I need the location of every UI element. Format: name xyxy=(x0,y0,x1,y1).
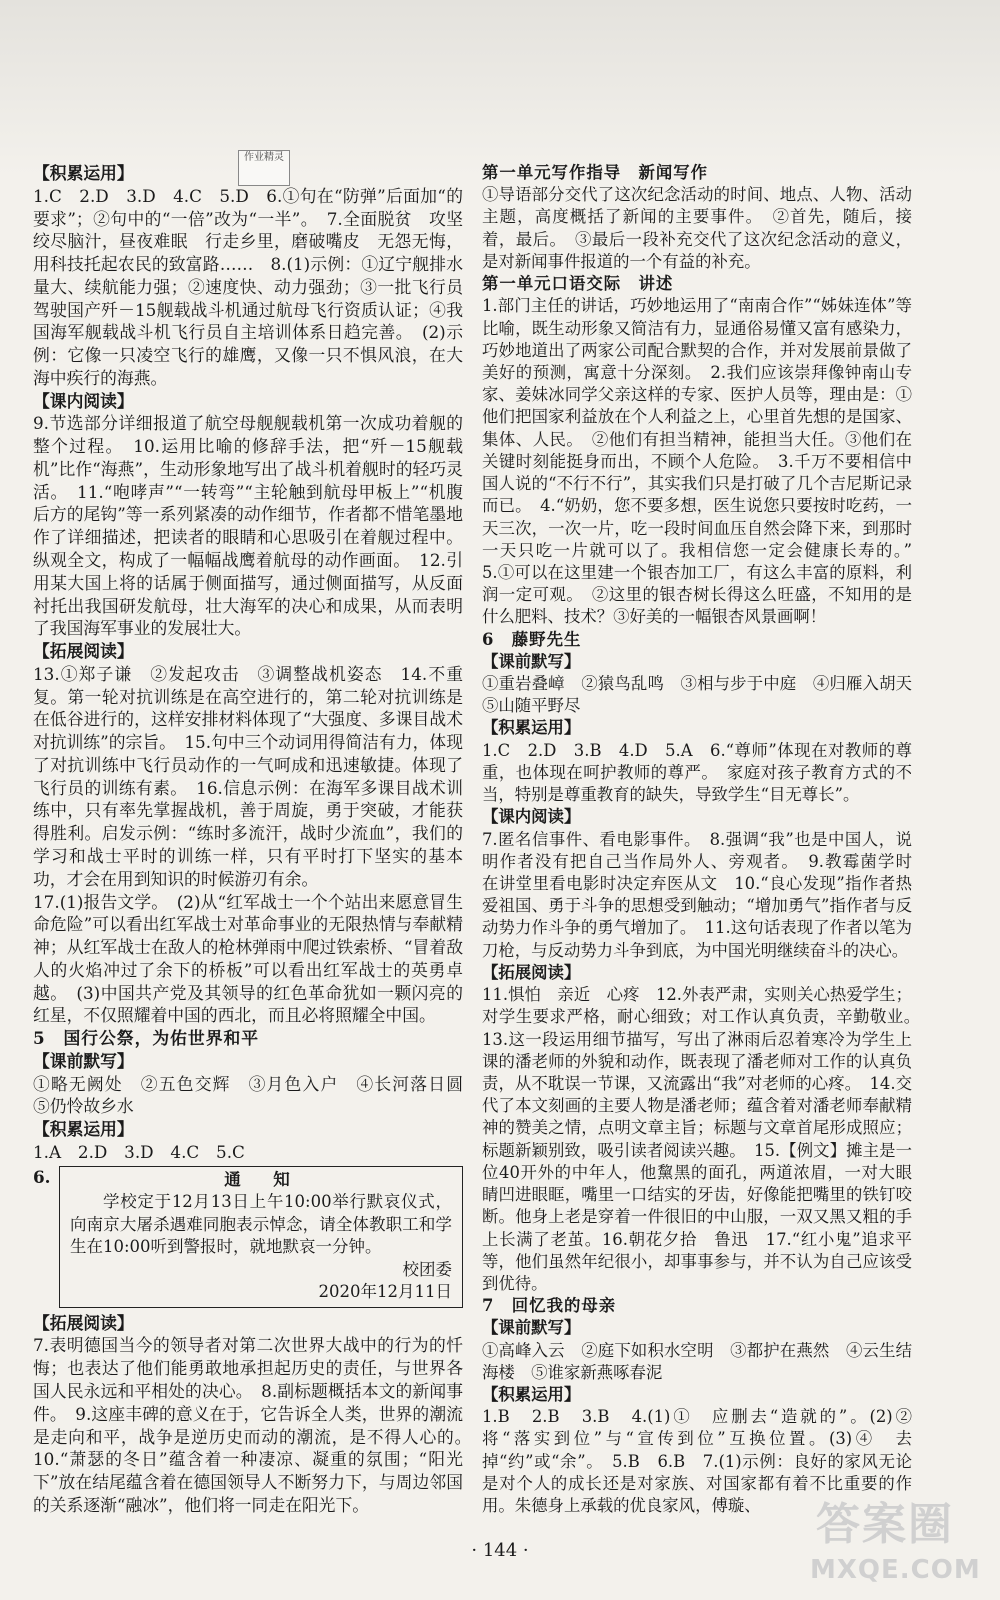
answer-text: 1.C 2.D 3.D 4.C 5.D 6.①句在“防弹”后面加“的要求”；②句中的“一倍”改为“一半”。 7.全面脱贫 攻坚 绞尽脑汁，昼夜难眠 行走乡里，磨破嘴皮 无怨无悔，用科技托起农民的致富路…… 8.(1)示例：①辽宁舰排水量大、续航能力强；②速度快、动力强劲；③一批飞行员驾驶国产歼－15舰载战斗机通过航母飞行资质认证；④我国海军舰载战斗机飞行员自主培训体系日趋完善。 (2)示例：它像一只凌空飞行的雄鹰，又像一只不惧风浪，在大海中疾行的海燕。 xyxy=(33,185,480,388)
answer-text: ①略无阙处 ②五色交辉 ③月色入户 ④长河落日圆 ⑤仍怜故乡水 xyxy=(33,1073,480,1117)
answer-text: 11.惧怕 亲近 心疼 12.外表严肃，实则关心热爱学生；对学生要求严格，耐心细致；对工作认真负责，辛勤敬业。 13.这一段运用细节描写，写出了淋雨后忍着寒冷为学生上课的潘老师的外貌和动作，既表现了潘老师对工作的认真负责，从不耽误一节课，又流露出“我”对老师的心疼。 14.交代了本文刻画的主要人物是潘老师；蕴含着对潘老师奉献精神的赞美之情，点明文章主旨；标题与文章首尾形成照应；标题新颖别致，吸引读者阅读兴趣。 15.【例文】摊主是一位40开外的中年人，他黧黑的面孔，两道浓眉，一对大眼睛凹进眼眶，嘴里一口结实的牙齿，好像能把嘴里的铁钉咬断。他身上老是穿着一件很旧的中山服，一双又黑又粗的手上长满了老茧。16.朝花夕拾 鲁迅 17.“红小鬼”追求平等，他们虽然年纪很小，却事事参与，并不认为自己应该受到优待。 xyxy=(482,985,929,1293)
answer-text: 1.C 2.D 3.B 4.D 5.A 6.“尊师”体现在对教师的尊重，也体现在呵护教师的尊严。 家庭对孩子教育方式的不当，特别是尊重教育的缺失，导致学生“目无尊长”。 xyxy=(482,740,912,805)
homework-stamp: 作业精灵 xyxy=(238,150,290,186)
lesson-title: 5 国行公祭，为佑世界和平 xyxy=(33,1028,260,1049)
answer-text: 17.(1)报告文学。 (2)从“红军战士一个个站出来愿意冒生命危险”可以看出红军战士对革命事业的无限热情与奉献精神；从红军战士在敌人的枪林弹雨中爬过铁索桥、“冒着敌人的火焰冲过了余下的桥板”可以看出红军战士的英勇卓越。 (3)中国共产党及其领导的红色革命犹如一颗闪亮的红星，不仅照耀着中国的西北，而且必将照耀全中国。 xyxy=(33,891,463,1026)
section-heading: 【拓展阅读】 xyxy=(33,1312,134,1333)
section-heading: 【课前默写】 xyxy=(482,1318,581,1338)
answer-text: 1.部门主任的讲话，巧妙地运用了“南南合作”“姊妹连体”等比喻，既生动形象又简洁有力，显通俗易懂又富有感染力，巧妙地道出了两家公司配合默契的合作，并对发展前景做了美好的预测，寓意十分深刻。 2.我们应该崇拜像钟南山专家、姜妹冰同学父亲这样的专家、医护人员等，理由是：①他们把国家利益放在个人利益之上，心里首先想的是国家、集体、人民。 ②他们有担当精神，能担当大任。③他们在关键时刻能挺身而出，不顾个人危险。 3.千万不要相信中国人说的“不行不行”，其实我们只是打破了几个吉尼斯记录而已。 4.“奶奶，您不要多想，医生说您只要按时吃药，一天三次，一次一片，吃一段时间血压自然会降下来，到那时一天只吃一片就可以了。我相信您一定会健康长寿的。” 5.①可以在这里建一个银杏加工厂，有这么丰富的原料，利润一定可观。 ②这里的银杏树长得这么旺盛，不知用的是什么肥料、技术？③好美的一幅银杏风景画啊！ xyxy=(482,296,929,627)
notice-body: 学校定于12月13日上午10:00举行默哀仪式，向南京大屠杀遇难同胞表示悼念，请全体教职工和学生在10:00听到警报时，就地默哀一分钟。 xyxy=(70,1192,452,1257)
answer-text: 1.B 2.B 3.B 4.(1)① 应删去“造就的”。(2)② 将“落实到位”与“宣传到位”互换位置。(3)④ 去掉“约”或“余”。 5.B 6.B 7.(1)示例：良好的家风无论是对个人的成长还是对家族、对国家都有着不比重要的作用。朱德身上承载的优良家风，傅璇、 xyxy=(482,1407,929,1516)
watermark xyxy=(810,1495,981,1590)
section-heading: 【积累运用】 xyxy=(482,718,581,738)
unit-title: 第一单元口语交际 讲述 xyxy=(482,274,674,294)
lesson-title: 7 回忆我的母亲 xyxy=(482,1296,617,1316)
section-heading: 【积累运用】 xyxy=(482,1385,581,1405)
left-column xyxy=(33,162,480,1517)
answer-text: ①重岩叠嶂 ②猿鸟乱鸣 ③相与步于中庭 ④归雁入胡天 ⑤山随平野尽 xyxy=(482,674,929,716)
notice-date: 2020年12月11日 xyxy=(318,1282,452,1302)
section-heading: 【课前默写】 xyxy=(33,1050,134,1071)
section-heading: 【拓展阅读】 xyxy=(482,962,581,982)
answer-text: 9.节选部分详细报道了航空母舰舰载机第一次成功着舰的整个过程。 10.运用比喻的修辞手法，把“歼－15舰载机”比作“海燕”，生动形象地写出了战斗机着舰时的轻巧灵活。 11.“咆哮声”“一转弯”“主轮触到航母甲板上”“机腹后方的尾钩”等一系列紧凑的动作细节，作者都不惜笔墨地作了详细描述，把读者的眼睛和心思吸引在着舰过程中。纵观全文，构成了一幅幅战鹰着航母的动作画面。 12.引用某大国上将的话属于侧面描写，通过侧面描写，从反面衬托出我国研发航母，壮大海军的决心和成果，从而表明了我国海军事业的发展壮大。 xyxy=(33,413,463,639)
notice-box xyxy=(59,1166,463,1308)
answer-text: 1.A 2.D 3.D 4.C 5.C xyxy=(33,1141,245,1162)
notice-wrapper xyxy=(33,1166,463,1308)
answer-text: ①导语部分交代了这次纪念活动的时间、地点、人物、活动主题，高度概括了新闻的主要事件。 ②首先，随后，接着，最后。 ③最后一段补充交代了这次纪念活动的意义，是对新闻事件报道的一个有益的补充。 xyxy=(482,185,912,271)
answer-text: 7.表明德国当今的领导者对第二次世界大战中的行为的忏悔；也表达了他们能勇敢地承担起历史的责任，与世界各国人民永远和平相处的决心。 8.副标题概括本文的新闻事件。 9.这座丰碑的意义在于，它告诉全人类，世界的潮流是走向和平，战争是逆历史而动的潮流，是不得人心的。 10.“萧瑟的冬日”蕴含着一种凄凉、凝重的氛围；“阳光下”放在结尾蕴含着在德国领导人不断努力下，与周边邻国的关系逐渐“融冰”，他们将一同走在阳光下。 xyxy=(33,1335,480,1515)
answer-text: 13.①郑子谦 ②发起攻击 ③调整战机姿态 14.不重复。第一轮对抗训练是在高空进行的，第二轮对抗训练是在低谷进行的，这样安排材料体现了“大强度、多课目战术对抗训练”的宗旨。 15.句中三个动词用得简洁有力，体现了对抗训练中飞行员动作的一气呵成和迅速敏捷。体现了飞行员的训练有素。 16.信息示例：在海军多课目战术训练中，只有率先掌握战机，善于周旋，勇于突破，才能获得胜利。启发示例：“练时多流汗，战时少流血”，我们的学习和战士平时的训练一样，只有平时打下坚实的基本功，才会在用到知识的时候游刃有余。 xyxy=(33,663,463,889)
section-heading: 【课前默写】 xyxy=(482,651,581,671)
section-heading: 【积累运用】 xyxy=(33,1119,134,1140)
notice-title: 通 知 xyxy=(224,1169,298,1189)
watermark-url: MXQE.COM xyxy=(810,1555,981,1585)
right-column xyxy=(482,162,929,1517)
lesson-title: 6 藤野先生 xyxy=(482,629,582,649)
watermark-logo: 答案圈 xyxy=(816,1499,954,1550)
unit-title: 第一单元写作指导 新闻写作 xyxy=(482,163,709,182)
page-top-shade xyxy=(0,0,1000,175)
section-heading: 【课内阅读】 xyxy=(482,807,581,827)
section-heading: 【课内阅读】 xyxy=(33,390,134,411)
notice-number: 6. xyxy=(33,1166,51,1187)
notice-sign: 校团委 xyxy=(402,1259,452,1279)
answer-text: ①高峰入云 ②庭下如积水空明 ③都护在燕然 ④云生结海楼 ⑤谁家新燕啄春泥 xyxy=(482,1340,912,1382)
section-heading: 【积累运用】 xyxy=(33,163,134,183)
page-number: · 144 · xyxy=(471,1540,529,1561)
answer-text: 7.匿名信事件、看电影事件。 8.强调“我”也是中国人，说明作者没有把自己当作局外人、旁观者。 9.教霉菌学时 在讲堂里看电影时决定弃医从文 10.“良心发现”指作者热爱祖国、勇于斗争的思想受到触动；“增加勇气”指作者与反动势力作斗争的勇气增加了。 11.这句话表现了作者以笔为刀枪，与反动势力斗争到底，为中国光明继续奋斗的决心。 xyxy=(482,829,929,960)
section-heading: 【拓展阅读】 xyxy=(33,641,134,662)
